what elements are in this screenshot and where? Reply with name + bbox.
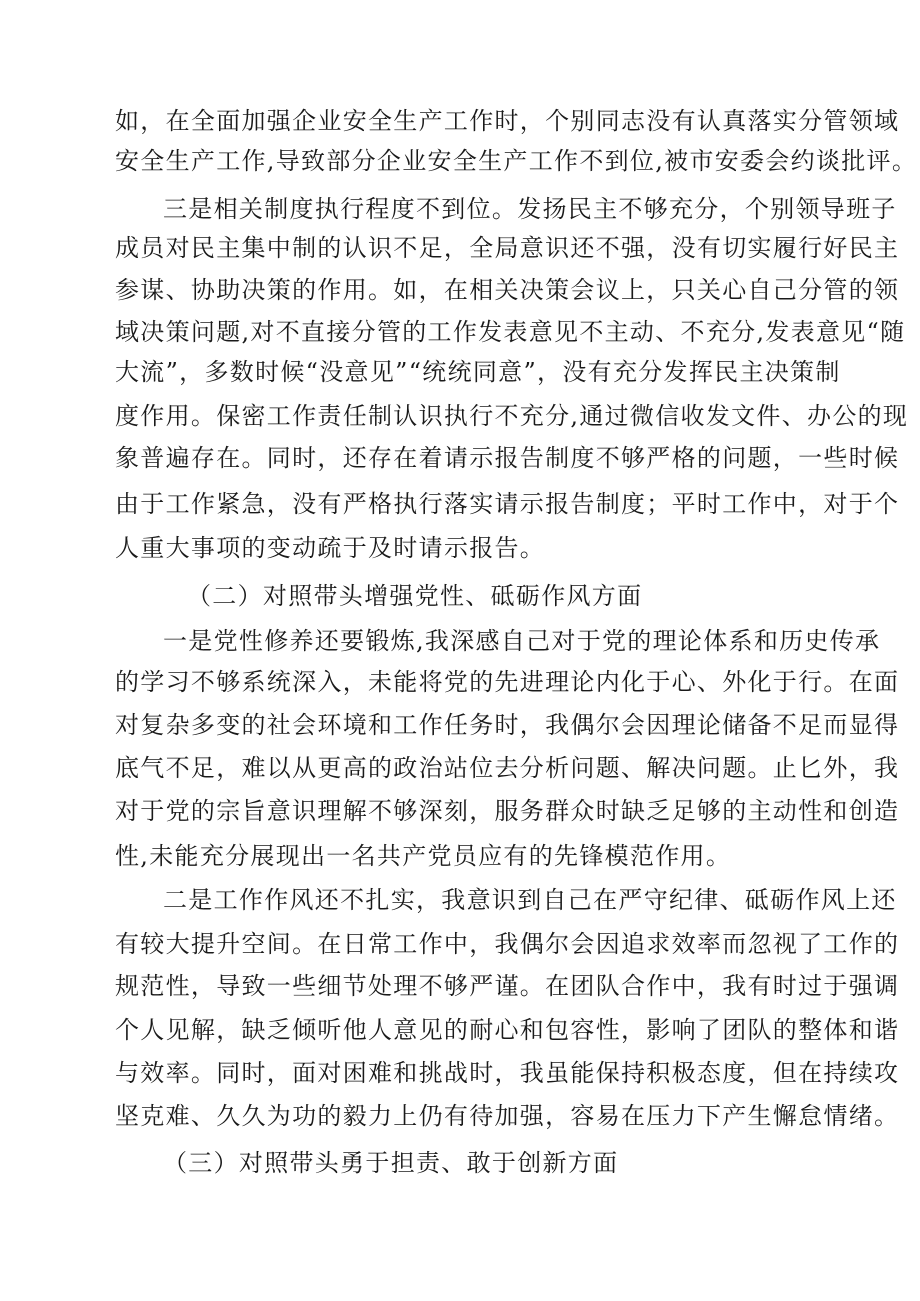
text-line: 对于党的宗旨意识理解不够深刻，服务群众时缺乏足够的主动性和创造 <box>115 797 900 825</box>
text-line: 安全生产工作,导致部分企业安全生产工作不到位,被市安委会约谈批评。 <box>115 147 918 175</box>
text-line: 规范性，导致一些细节处理不够严谨。在团队合作中，我有时过于强调 <box>115 972 900 1000</box>
text-line: 域决策问题,对不直接分管的工作发表意见不主动、不充分,发表意见“随 <box>115 318 906 346</box>
section-heading: （二）对照带头增强党性、砥砺作风方面 <box>187 582 643 610</box>
text-line: 如，在全面加强企业安全生产工作时，个别同志没有认真落实分管领域 <box>115 107 900 135</box>
text-line: 性,未能充分展现出一名共产党员应有的先锋模范作用。 <box>115 842 732 870</box>
text-line: 的学习不够系统深入，未能将党的先进理论内化于心、外化于行。在面 <box>115 668 900 696</box>
text-line: 度作用。保密工作责任制认识执行不充分,通过微信收发文件、办公的现 <box>115 402 909 430</box>
text-line: 大流”，多数时候“没意见”“统统同意”，没有充分发挥民主决策制 <box>115 358 841 386</box>
text-line: 象普遍存在。同时，还存在着请示报告制度不够严格的问题，一些时候 <box>115 444 900 472</box>
text-line: 由于工作紧急，没有严格执行落实请示报告制度；平时工作中，对于个 <box>115 490 900 518</box>
text-line: 底气不足，难以从更高的政治站位去分析问题、解决问题。止匕外，我 <box>115 754 900 782</box>
section-heading: （三）对照带头勇于担责、敢于创新方面 <box>163 1149 619 1177</box>
text-line: 坚克难、久久为功的毅力上仍有待加强，容易在压力下产生懈怠情绪。 <box>115 1102 900 1130</box>
text-line: 成员对民主集中制的认识不足，全局意识还不强，没有切实履行好民主 <box>115 234 900 262</box>
text-line: 个人见解，缺乏倾听他人意见的耐心和包容性，影响了团队的整体和谐 <box>115 1016 900 1044</box>
text-line: 有较大提升空间。在日常工作中，我偶尔会因追求效率而忽视了工作的 <box>115 930 900 958</box>
text-line: 与效率。同时，面对困难和挑战时，我虽能保持积极态度，但在持续攻 <box>115 1059 900 1087</box>
paragraph-start-line: 三是相关制度执行程度不到位。发扬民主不够充分，个别领导班子 <box>163 195 897 223</box>
text-line: 对复杂多变的社会环境和工作任务时，我偶尔会因理论储备不足而显得 <box>115 711 900 739</box>
paragraph-start-line: 一是党性修养还要锻炼,我深感自己对于党的理论体系和历史传承 <box>163 627 881 655</box>
text-line: 参谋、协助决策的作用。如，在相关决策会议上，只关心自己分管的领 <box>115 276 900 304</box>
paragraph-start-line: 二是工作作风还不扎实，我意识到自己在严守纪律、砥砺作风上还 <box>163 886 897 914</box>
text-line: 人重大事项的变动疏于及时请示报告。 <box>115 534 546 562</box>
